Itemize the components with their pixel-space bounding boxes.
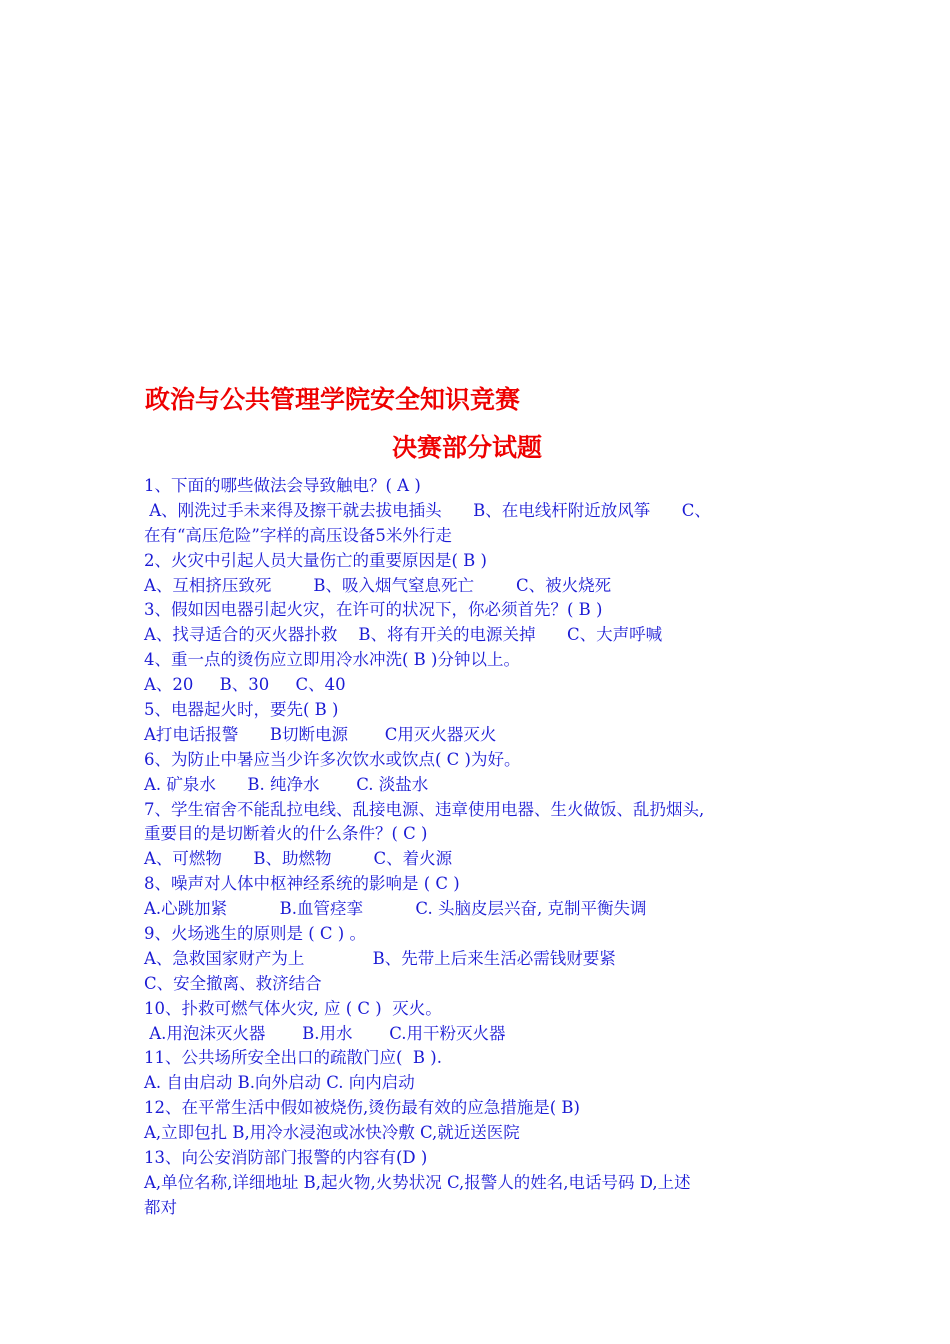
answer-options-line: A,立即包扎 B,用冷水浸泡或冰快冷敷 C,就近送医院 — [144, 1123, 520, 1143]
answer-options-line: C、安全撤离、救济结合 — [144, 973, 322, 993]
question-line: 5、电器起火时，要先( B ) — [144, 700, 339, 720]
question-line: 12、在平常生活中假如被烧伤,烫伤最有效的应急措施是( B) — [144, 1098, 580, 1118]
question-line: 3、假如因电器引起火灾，在许可的状况下，你必须首先？( B ) — [144, 600, 603, 620]
question-line: 2、火灾中引起人员大量伤亡的重要原因是( B ) — [144, 550, 487, 570]
document-subtitle: 决赛部分试题 — [392, 433, 543, 462]
question-line: 4、重一点的烫伤应立即用冷水冲洗( B )分钟以上。 — [144, 650, 520, 670]
answer-options-line: A. 矿泉水 B. 纯净水 C. 淡盐水 — [144, 774, 429, 794]
question-line: 11、公共场所安全出口的疏散门应( B ). — [144, 1048, 442, 1068]
answer-options-line: A,单位名称,详细地址 B,起火物,火势状况 C,报警人的姓名,电话号码 D,上述 — [144, 1172, 691, 1192]
answer-options-line: 都对 — [144, 1197, 177, 1217]
question-line: 1、下面的哪些做法会导致触电？( A ) — [144, 476, 421, 495]
answer-options-line: A.用泡沫灭火器 B.用水 C.用干粉灭火器 — [144, 1023, 506, 1043]
question-line: 10、扑救可燃气体火灾, 应 ( C ) 灭火。 — [144, 998, 442, 1018]
question-line: 13、向公安消防部门报警的内容有(D ) — [144, 1148, 428, 1168]
answer-options-line: A、找寻适合的灭火器扑救 B、将有开关的电源关掉 C、大声呼喊 — [144, 625, 663, 645]
answer-options-line: A、互相挤压致死 B、吸入烟气窒息死亡 C、被火烧死 — [144, 575, 612, 595]
question-list — [144, 474, 814, 1221]
answer-options-line: A. 自由启动 B.向外启动 C. 向内启动 — [144, 1073, 415, 1093]
question-line: 6、为防止中暑应当少许多次饮水或饮点( C )为好。 — [144, 749, 521, 769]
question-line: 8、噪声对人体中枢神经系统的影响是 ( C ) — [144, 874, 460, 894]
answer-options-line: A、20 B、30 C、40 — [144, 675, 346, 695]
question-line: 重要目的是切断着火的什么条件？( C ) — [144, 824, 428, 844]
answer-options-line: A、可燃物 B、助燃物 C、着火源 — [144, 849, 453, 869]
answer-options-line: A.心跳加紧 B.血管痉挛 C. 头脑皮层兴奋, 克制平衡失调 — [144, 899, 647, 919]
answer-options-line: 在有“高压危险”字样的高压设备5米外行走 — [144, 525, 452, 545]
question-line: 9、火场逃生的原则是 ( C ) 。 — [144, 924, 366, 944]
document-title: 政治与公共管理学院安全知识竞赛 — [145, 385, 521, 414]
answer-options-line: A、急救国家财产为上 B、先带上后来生活必需钱财要紧 — [144, 948, 616, 968]
question-line: 7、学生宿舍不能乱拉电线、乱接电源、违章使用电器、生火做饭、乱扔烟头, — [144, 799, 705, 819]
answer-options-line: A、刚洗过手未来得及擦干就去拔电插头 B、在电线杆附近放风筝 C、 — [144, 500, 711, 520]
answer-options-line: A打电话报警 B切断电源 C用灭火器灭火 — [144, 724, 497, 744]
